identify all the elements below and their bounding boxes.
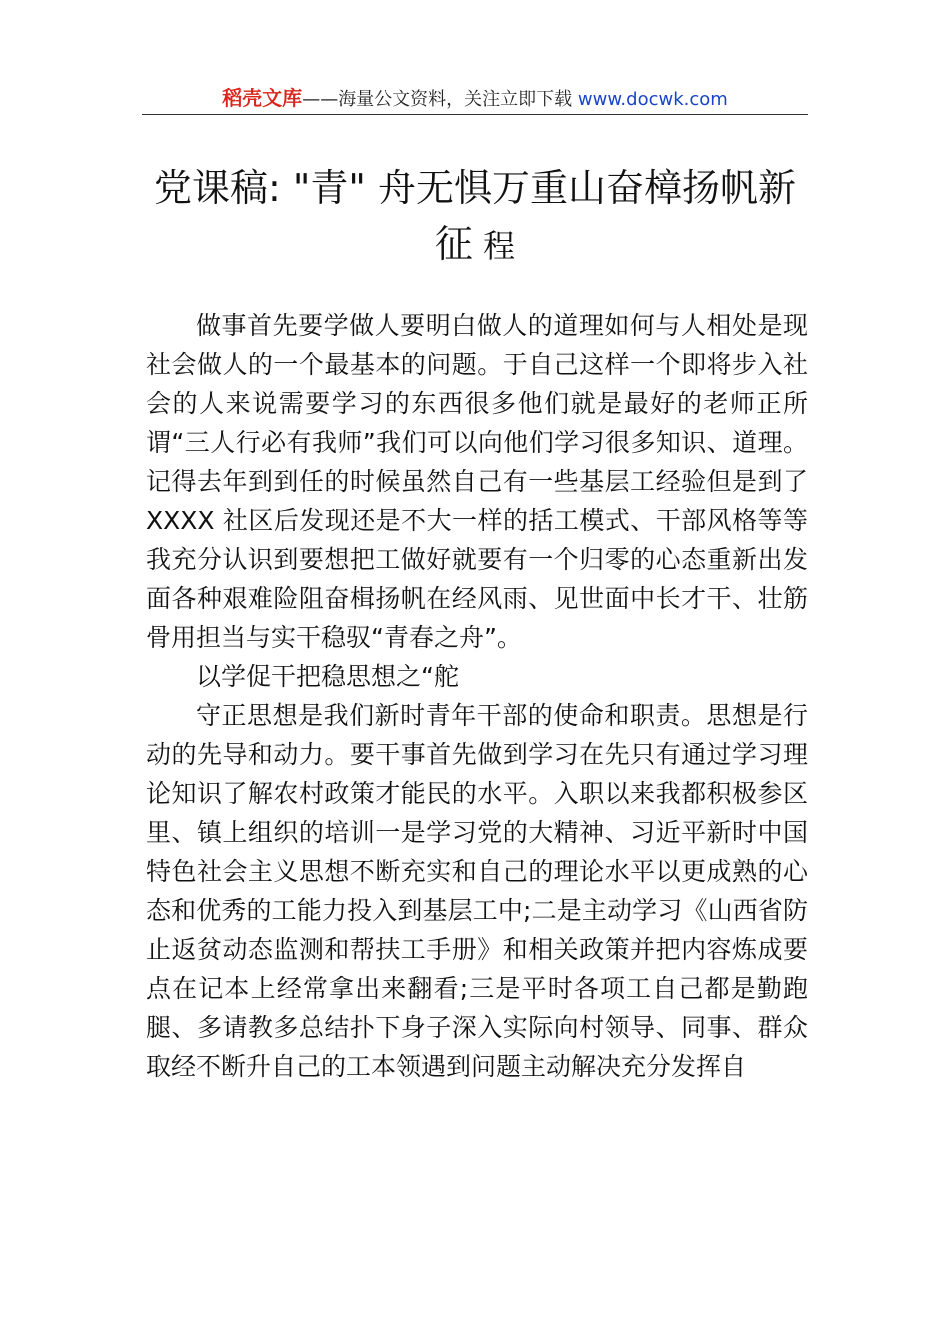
page-header (142, 82, 808, 114)
section-heading: 以学促干把稳思想之“舵 (196, 662, 459, 691)
header-site-link[interactable]: www.docwk.com (577, 89, 728, 110)
header-tagline: ——海量公文资料，关注立即下载 (302, 89, 573, 110)
brand-logo-text: 稻壳文库 (222, 86, 303, 110)
header-divider (142, 114, 808, 115)
title-line-2 (142, 216, 808, 274)
body-paragraph-1: 做事首先要学做人要明白做人的道理如何与人相处是现社会做人的一个最基本的问题。于自己这样一个即将步入社会的人来说需要学习的东西很多他们就是最好的老师正所谓“三人行必有我师”我们可以向他们学习很多知识、道理。记得去年到到任的时候虽然自己有一些基层工经验但是到了 XXXX 社区后发现还是不大一样的括工模式、干部风格等等我充分认识到要想把工做好就要有一个归零的心态重新出发面各种艰难险阻奋楫扬帆在经风雨、见世面中长才干、壮筋骨用担当与实干稳驭“青春之舟”。 (146, 311, 808, 652)
title-line-2-main: 征 (434, 222, 473, 266)
body-paragraph-2: 守正思想是我们新时青年干部的使命和职责。思想是行动的先导和动力。要干事首先做到学习在先只有通过学习理论知识了解农村政策才能民的水平。入职以来我都积极参区里、镇上组织的培训一是学习党的大精神、习近平新时中国特色社会主义思想不断充实和自己的理论水平以更成熟的心态和优秀的工能力投入到基层工中;二是主动学习《山西省防止返贫动态监测和帮扶工手册》和相关政策并把内容炼成要点在记本上经常拿出来翻看;三是平时各项工自己都是勤跑腿、多请教多总结扑下身子深入实际向村领导、同事、群众取经不断升自己的工本领遇到问题主动解决充分发挥自 (146, 701, 808, 1081)
title-line-2-tail: 程 (472, 227, 516, 265)
document-body (146, 306, 808, 1086)
document-title (142, 160, 808, 274)
title-line-1: 党课稿: "青" 舟无惧万重山奋樟扬帆新 (154, 166, 796, 210)
